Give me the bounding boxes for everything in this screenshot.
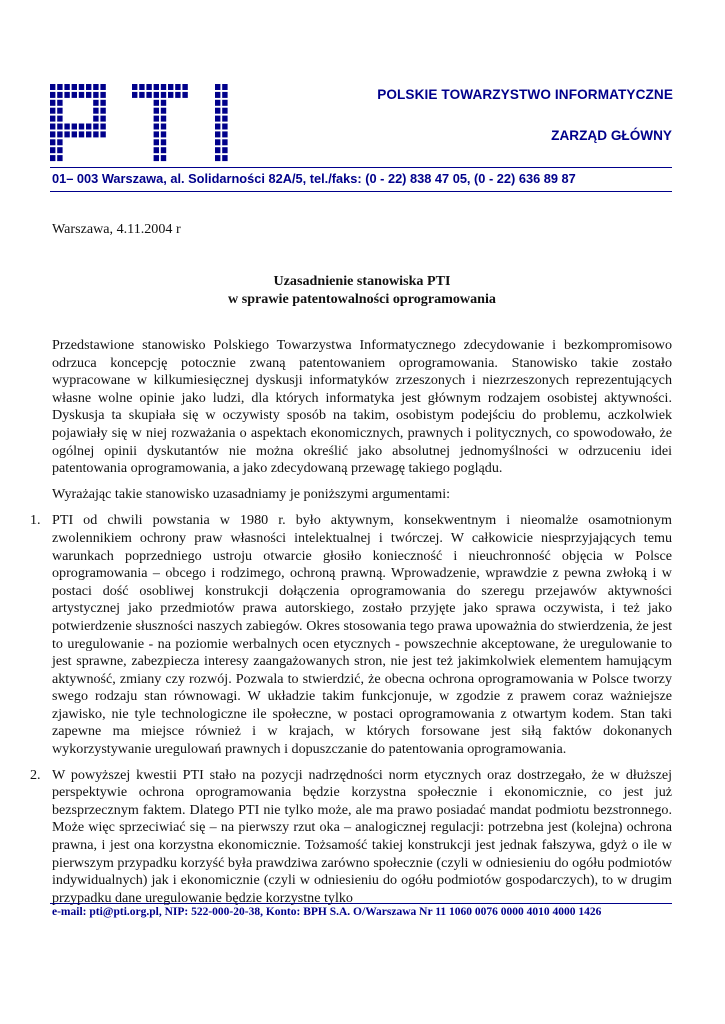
logo-cell <box>215 131 220 137</box>
logo-cell <box>182 84 187 90</box>
logo-cell <box>50 139 55 145</box>
logo-cell <box>86 131 91 137</box>
logo-cell <box>175 92 180 98</box>
logo-cell <box>100 92 105 98</box>
logo-cell <box>154 155 159 161</box>
logo-cell <box>57 124 62 130</box>
logo-cell <box>161 116 166 122</box>
logo-cell <box>161 147 166 153</box>
logo-cell <box>50 124 55 130</box>
logo-cell <box>139 92 144 98</box>
logo-cell <box>100 124 105 130</box>
logo-cell <box>57 92 62 98</box>
logo-cell <box>93 116 98 122</box>
document-date: Warszawa, 4.11.2004 r <box>52 221 181 237</box>
logo-cell <box>57 108 62 114</box>
logo-cell <box>57 131 62 137</box>
logo-cell <box>222 155 227 161</box>
logo-cell <box>215 100 220 106</box>
logo-cell <box>93 92 98 98</box>
logo-cell <box>50 84 55 90</box>
logo-cell <box>100 108 105 114</box>
logo-cell <box>215 84 220 90</box>
logo-cell <box>182 92 187 98</box>
logo-cell <box>161 100 166 106</box>
logo-cell <box>72 124 77 130</box>
logo-cell <box>154 124 159 130</box>
title-line-2: w sprawie patentowalności oprogramowania <box>228 290 496 307</box>
logo-cell <box>215 116 220 122</box>
logo-cell <box>50 155 55 161</box>
logo-cell <box>146 84 151 90</box>
document-body <box>30 337 672 915</box>
logo-cell <box>132 92 137 98</box>
logo-cell <box>50 108 55 114</box>
logo-cell <box>64 84 69 90</box>
list-item <box>30 512 672 758</box>
logo-cell <box>215 147 220 153</box>
logo-cell <box>222 108 227 114</box>
list-item-text: W powyższej kwestii PTI stało na pozycji nadrzędności norm etycznych oraz dostrzegało, że w dłuższej perspektywie ochrona oprogramowania będzie korzystna społecznie i ekonomicznie, co jest już bezsprzecznym faktem. Dlatego PTI nie tylko może, ale ma prawo posiadać mandat podmiotu bezstronnego. Może więc sprzeciwiać się – na pierwszy rzut oka – analogicznej regulacji: potrzebna jest (kolejna) ochrona prawna, i jest ona korzystna ekonomicznie. Tożsamość takiej konstrukcji jest jednak fałszywa, gdyż o ile w pierwszym przypadku korzyść była prawdziwa zarówno społecznie (czyli w odniesieniu do ogółu podmiotów indywidualnych) jak i ekonomicznie (czyli w odniesieniu do ogółu podmiotów gospodarczych), to w drugim przypadku dane uregulowanie będzie korzystne tylko <box>52 766 672 906</box>
list-item <box>30 766 672 908</box>
logo-cell <box>154 84 159 90</box>
logo-cell <box>79 131 84 137</box>
logo-cell <box>154 108 159 114</box>
logo-cell <box>57 100 62 106</box>
logo-cell <box>168 92 173 98</box>
logo-cell <box>79 84 84 90</box>
logo-cell <box>222 131 227 137</box>
logo-cell <box>222 147 227 153</box>
logo-cell <box>50 100 55 106</box>
logo-cell <box>132 84 137 90</box>
logo-cell <box>168 84 173 90</box>
logo-cell <box>154 100 159 106</box>
logo-cell <box>50 147 55 153</box>
logo-cell <box>161 108 166 114</box>
logo-cell <box>100 116 105 122</box>
logo-cell <box>154 131 159 137</box>
logo-cell <box>139 84 144 90</box>
logo-cell <box>100 131 105 137</box>
logo-cell <box>93 108 98 114</box>
logo-cell <box>57 84 62 90</box>
logo-cell <box>175 84 180 90</box>
pti-logo <box>50 84 256 163</box>
logo-cell <box>64 124 69 130</box>
logo-cell <box>93 131 98 137</box>
arguments-list <box>30 512 672 907</box>
logo-cell <box>57 139 62 145</box>
logo-cell <box>222 124 227 130</box>
logo-cell <box>222 116 227 122</box>
logo-cell <box>64 92 69 98</box>
logo-cell <box>215 155 220 161</box>
logo-cell <box>161 84 166 90</box>
logo-cell <box>154 139 159 145</box>
logo-cell <box>57 147 62 153</box>
logo-cell <box>57 155 62 161</box>
logo-cell <box>161 124 166 130</box>
header-divider-bottom <box>50 191 672 192</box>
logo-cell <box>72 84 77 90</box>
intro-paragraph: Przedstawione stanowisko Polskiego Towarzystwa Informatycznego zdecydowanie i bezkompromisowo odrzuca koncepcję potocznie zwaną patentowaniem oprogramowania. Stanowisko takie zostało wypracowane w kilkumiesięcznej dyskusji informatyków zrzeszonych i niezrzeszonych reprezentujących własne wolne opinie jako ludzi, dla których informatyka jest głównym rodzajem osobistej aktywności. Dyskusja ta skupiała się w oczywisty sposób na takim, osobistym podejściu do problemu, aczkolwiek pojawiały się w niej rozważania o aspektach ekonomicznych, prawnych i politycznych, co spowodowało, że ogólnej opinii dyskutantów nie można określić jako absolutnej jednomyślności w odrzuceniu idei patentowania oprogramowania, a jako zdecydowaną przewagę takiego poglądu. <box>52 337 672 477</box>
logo-cell <box>64 131 69 137</box>
logo-cell <box>215 92 220 98</box>
footer-contact: e-mail: pti@pti.org.pl, NIP: 522-000-20-38, Konto: BPH S.A. O/Warszawa Nr 11 1060 0076 0000 4010 4000 1426 <box>52 906 602 918</box>
logo-cell <box>79 124 84 130</box>
logo-cell <box>79 92 84 98</box>
logo-cell <box>50 131 55 137</box>
logo-cell <box>72 131 77 137</box>
logo-cell <box>86 92 91 98</box>
logo-cell <box>161 131 166 137</box>
logo-cell <box>222 100 227 106</box>
intro-arguments-lead: Wyrażając takie stanowisko uzasadniamy je poniższymi argumentami: <box>52 485 451 502</box>
logo-cell <box>222 92 227 98</box>
logo-cell <box>222 84 227 90</box>
logo-cell <box>86 124 91 130</box>
logo-cell <box>161 92 166 98</box>
logo-cell <box>222 139 227 145</box>
logo-cell <box>161 139 166 145</box>
title-line-1: Uzasadnienie stanowiska PTI <box>273 273 451 289</box>
logo-cell <box>154 92 159 98</box>
logo-cell <box>154 147 159 153</box>
logo-cell <box>50 116 55 122</box>
address-line: 01– 003 Warszawa, al. Solidarności 82A/5, tel./faks: (0 - 22) 838 47 05, (0 - 22) 636 89 87 <box>52 171 576 186</box>
footer-divider <box>50 903 672 904</box>
logo-cell <box>93 100 98 106</box>
logo-cell <box>93 124 98 130</box>
logo-cell <box>72 92 77 98</box>
logo-cell <box>50 92 55 98</box>
board-name: ZARZĄD GŁÓWNY <box>551 128 672 143</box>
logo-cell <box>146 92 151 98</box>
logo-cell <box>154 116 159 122</box>
logo-cell <box>215 139 220 145</box>
logo-cell <box>93 84 98 90</box>
list-item-text: PTI od chwili powstania w 1980 r. było aktywnym, konsekwentnym i nieomalże osamotnionym zwolennikiem ochrony praw własności intelektualnej i twórczej. W całkowicie niesprzyjających temu warunkach poprzedniego ustroju otwarcie głosiło konieczność i nieuchronność objęcia w Polsce oprogramowania – obcego i rodzimego, ochroną prawną. Wprowadzenie, wprawdzie z pewna zwłoką i w postaci dość osobliwej konstrukcji dołączenia oprogramowania do szeregu przejawów aktywności artystycznej jako przedmiotów prawa autorskiego, zostało przyjęte jako sprawa oczywista, i też jako potwierdzenie słuszności naszych zabiegów. Okres stosowania tego prawa upoważnia do stwierdzenia, że jest to uregulowanie - na poziomie werbalnych ocen etycznych - powszechnie akceptowane, że uregulowanie to jest sprawne, zabezpiecza interesy zaangażowanych stron, nie jest też jakimkolwiek elementem hamującym aktywność, zmiany czy rozwój. Pozwala to stwierdzić, że obecna ochrona oprogramowania w Polsce tworzy swego rodzaju stan równowagi. W układzie takim funkcjonuje, w zgodzie z prawem coraz ważniejsze zjawisko, nie tyle technologiczne ile społeczne, w postaci oprogramowania z otwartym kodem. Stan taki zapewne ma miejsce również i w krajach, w których forsowane jest siłą faktów dokonanych wykorzystywanie uregulowań prawnych i dopuszczanie do patentowania oprogramowania. <box>52 512 672 758</box>
header-divider-top <box>50 167 672 168</box>
logo-cell <box>215 108 220 114</box>
organization-name: POLSKIE TOWARZYSTWO INFORMATYCZNE <box>377 87 673 102</box>
logo-cell <box>86 84 91 90</box>
logo-cell <box>57 116 62 122</box>
document-title <box>52 273 672 308</box>
list-item-number: 2. <box>30 766 41 783</box>
logo-cell <box>215 124 220 130</box>
list-item-number: 1. <box>30 512 41 529</box>
logo-cell <box>100 100 105 106</box>
logo-cell <box>100 84 105 90</box>
logo-cell <box>161 155 166 161</box>
